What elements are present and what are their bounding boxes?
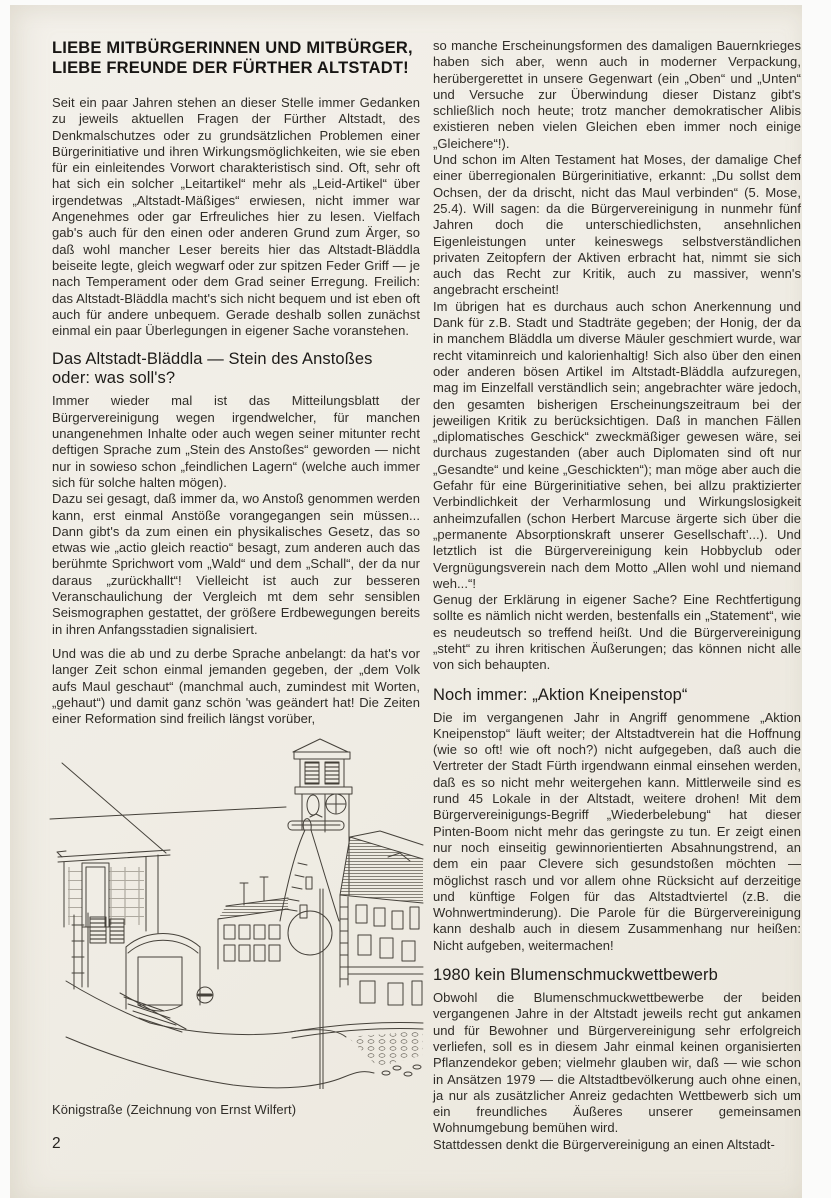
paragraph: Die im vergangenen Jahr in Angriff genommene „Aktion Kneipenstop“ läuft weiter; der Altstadtverein hat die Hoffnung (wie so oft! wie oft noch?) nicht aufgegeben, daß auch die Vertreter der Stadt Fürth irgendwann einmal einsehen werden, daß es so nicht mehr weitergehen kann. Mittlerweile sind es rund 45 Lokale in der Altstadt, weitere drohen! Mit dem Bürgervereinigungs-Begriff „Wiederbelebung“ hat dieser Pinten-Boom nicht mehr das geringste zu tun. Er zeigt einen nur noch einseitig gewinnorientierten Absahnungstrend, an dem ein paar Clevere sich gesundstoßen möchten — möglichst rasch und vor allem ohne Rücksicht auf derzeitige und künftige Folgen für das Altstadtviertel (z.B. die Wohnwertminderung). Die Parole für die Bürgervereinigung kann deshalb auch in diesem Zusammenhang nur heißen: Nicht aufgeben, weitermachen! xyxy=(433,709,801,953)
paragraph: Genug der Erklärung in eigener Sache? Eine Rechtfertigung sollte es nämlich nicht werden, bestenfalls ein „Statement“, wie es neudeutsch so treffend heißt. Und die Bürgervereinigung „steht“ zu ihren kritischen Äußerungen; das können nicht alle von sich behaupten. xyxy=(433,592,801,673)
intro-paragraph: Seit ein paar Jahren stehen an dieser Stelle immer Gedanken zu jeweils aktuellen Fragen der Fürther Altstadt, des Denkmalschutzes oder zu grundsätzlichen Problemen einer Bürgerinitiative und ihren Wirkungsmöglichkeiten, wie sie eben für ein einleitendes Vorwort charakteristisch sind. Oft, sehr oft hat sich ein solcher „Leitartikel“ mehr als „Leid-Artikel“ über irgendetwas „Altstadt-Mäßiges“ erwiesen, nicht immer war Angenehmes oder gar Erfreuliches hier zu lesen. Vielfach gab's auch für den einen oder anderen Grund zum Ärger, so daß wohl mancher Leser bereits hier das Altstadt-Bläddla beiseite legte, gleich wegwarf oder zur spitzen Feder Griff — je nach Temperament oder dem Grad seiner Erregung. Freilich: das Altstadt-Bläddla macht's sich nicht bequem und ist eben oft auch für andere unbequem. Gerade deshalb sollen zunächst einmal ein paar Überlegungen in eigener Sache voranstehen. xyxy=(52,95,420,339)
paragraph: Und schon im Alten Testament hat Moses, der damalige Chef einer überregionalen Bürgerinitiative, erkannt: „Du sollst dem Ochsen, der da drischt, nicht das Maul verbinden“ (5. Mose, 25.4). Will sagen: da die Bürgervereinigung in nunmehr fünf Jahren doch die unterschiedlichsten, ansehnlichen Eigenleistungen unter keineswegs selbstverständlichen privaten Zeitopfern der Aktiven erbracht hat, nimmt sie sich auch das Recht zur Kritik, auch zu massiver, wenn's angebracht erscheint! xyxy=(433,152,801,298)
paragraph: Dazu sei gesagt, daß immer da, wo Anstoß genommen werden kann, erst einmal Anstöße vorangegangen sein müssen... Dann gibt's da zum einen ein physikalisches Gesetz, das so etwas wie „actio gleich reactio“ besagt, zum anderen auch das berühmte Sprichwort vom „Wald“ und dem „Schall“, der da nur daraus „zurückhallt“! Vielleicht ist auch zur besseren Veranschaulichung der Vergleich mt dem sehr sensiblen Seismographen gestattet, der größere Erdbewegungen bereits in ihren Anfangsstadien signalisiert. xyxy=(52,491,420,637)
paragraph: so manche Erscheinungsformen des damaligen Bauernkrieges haben sich aber, wenn auch in moderner Verpackung, herübergerettet in unsere Gegenwart (ein „Oben“ und „Unten“ und Versuche zur Überwindung dieser Distanz gibt's schließlich noch heute; trotz mancher demokratischer Alibis existieren neben vielen Gleichen eben immer noch einige „Gleichere“!). xyxy=(433,38,801,151)
section-heading-anstoss: Das Altstadt-Bläddla — Stein des Anstoßes oder: was soll's? xyxy=(52,350,373,388)
page-title xyxy=(52,38,420,78)
section-heading-kneipenstop: Noch immer: „Aktion Kneipenstop“ xyxy=(433,685,688,704)
page-title-line2: LIEBE FREUNDE DER FÜRTHER ALTSTADT! xyxy=(52,59,409,77)
paragraph: Im übrigen hat es durchaus auch schon Anerkennung und Dank für z.B. Stadt und Stadträte gegeben; der Honig, der da in manchem Bläddla um diverse Mäuler geschmiert wurde, war recht vitaminreich und kalorienhaltig! Sich also über den einen oder anderen bösen Artikel im Altstadt-Bläddla aufzuregen, mag im Einzelfall verständlich sein; angebrachter wäre jedoch, den gesamten bisherigen Erscheinungszeitraum bei der jeweiligen Kritik zu berücksichtigen. Daß in manchen Fällen „diplomatisches Geschick“ zweckmäßiger gewesen wäre, sei durchaus zugestanden (aber auch Diplomaten sind oft nur „Gesandte“ und keine „Geschickten“); man möge aber auch die Gefahr für eine Bürgerinitiative sehen, bei allzu praktizierter Verbindlichkeit der Verharmlosung und Wirkungslosigkeit anheimzufallen (schon Herbert Marcuse ärgerte sich über die „permanente Absorptionskraft unserer Gesellschaft’...). Und letztlich ist die Bürgervereinigung kein Hobbyclub oder Vergnügungsverein nach dem Motto „Allen wohl und niemand weh...“! xyxy=(433,298,801,591)
section-heading-blumenschmuck: 1980 kein Blumenschmuckwettbewerb xyxy=(433,966,718,985)
page-number: 2 xyxy=(52,1134,61,1152)
page xyxy=(10,5,802,1198)
paragraph: Immer wieder mal ist das Mitteilungsblatt der Bürgervereinigung wegen irgendwelcher, für manchen unangenehmen Inhalte oder auch wegen seiner mitunter recht deftigen Sprache zum „Stein des Anstoßes“ geworden — nicht nur in sowieso schon „feindlichen Lagern“ (welche auch immer sich für solche halten mögen). xyxy=(52,393,420,490)
paragraph: Stattdessen denkt die Bürgervereinigung an einen Altstadt- xyxy=(433,1136,775,1152)
paragraph: Und was die ab und zu derbe Sprache anbelangt: da hat's vor langer Zeit schon einmal jemanden gegeben, der „dem Volk aufs Maul geschaut“ (manchmal auch, zumindest mit Worten, „gehaut“) und damit ganz schön 'was geändert hat! Die Zeiten einer Reformation sind freilich längst vorüber, xyxy=(52,645,420,727)
paragraph: Obwohl die Blumenschmuckwettbewerbe der beiden vergangenen Jahre in der Altstadt jeweils recht gut ankamen und für Bewohner und Bürgervereinigung sehr erfolgreich verliefen, soll es in diesem Jahr einmal keinen organisierten Pflanzendekor geben; vielmehr glauben wir, daß — wie schon in Ansätzen 1979 — die Altstadtbevölkerung auch ohne einen, ja nur als zusätzlicher Anreiz gedachten Wettbewerb sich um ein freundliches Äußeres unserer gemeinsamen Wohnumgebung bemühen wird. xyxy=(433,990,801,1136)
right-column xyxy=(433,38,801,1153)
page-title-line1: LIEBE MITBÜRGERINNEN UND MITBÜRGER, xyxy=(52,39,413,57)
illustration-caption: Königstraße (Zeichnung von Ernst Wilfert) xyxy=(52,1101,297,1117)
left-column xyxy=(52,38,420,1153)
koenigstrasse-illustration xyxy=(48,737,426,1089)
